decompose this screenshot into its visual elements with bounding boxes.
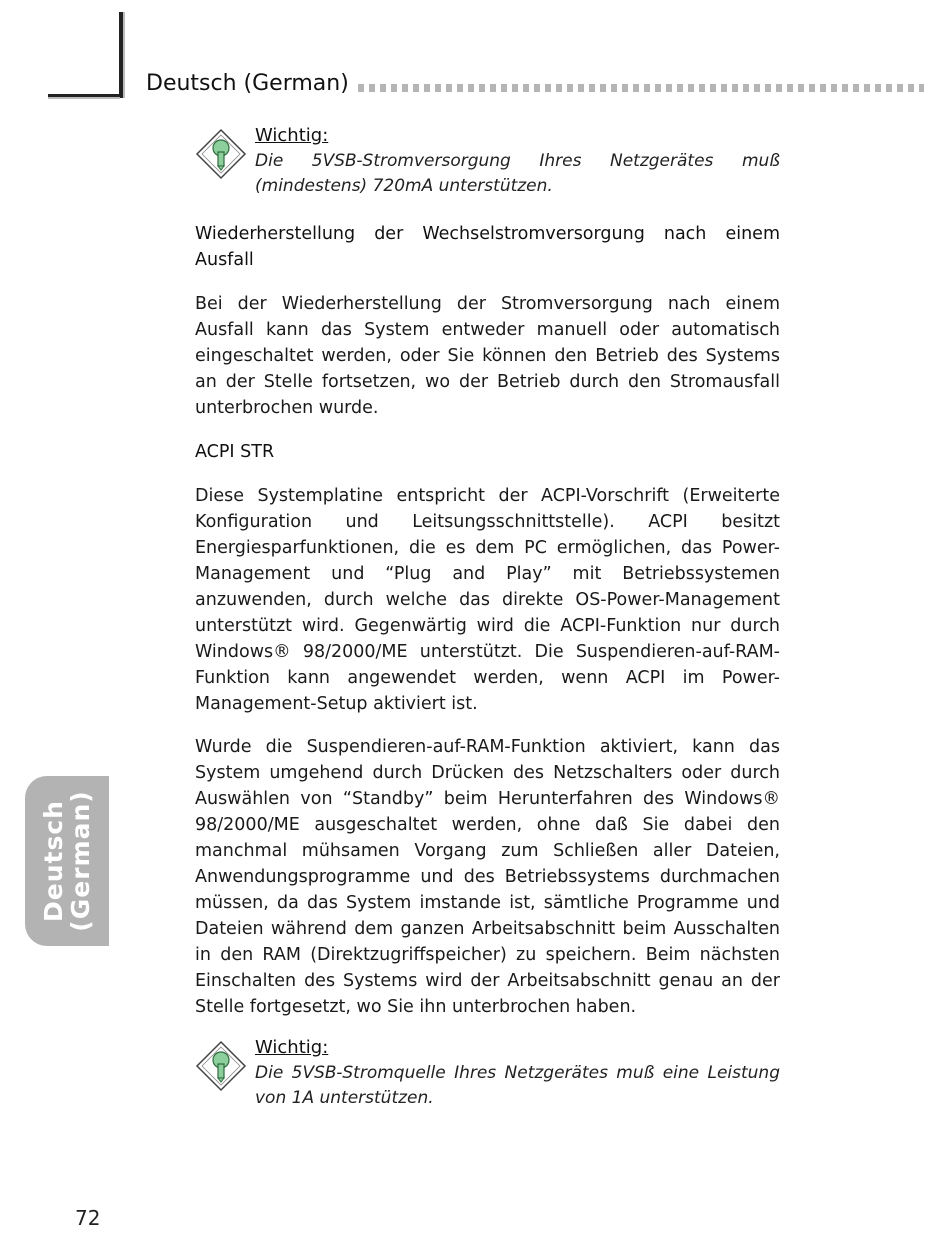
language-side-tab	[25, 776, 109, 946]
section-heading-acpi-str: ACPI STR	[195, 442, 275, 462]
note-title: Wichtig:	[255, 125, 329, 146]
key-hole-diamond-icon	[195, 1040, 247, 1092]
paragraph-acpi-2: Wurde die Suspendieren-auf-RAM-Funktion aktiviert, kann das System umgehend durch Drücken des Netzschalters oder durch Auswählen von “Standby” beim Herunterfahren des Windows® 98/2000/ME ausgeschaltet werden, ohne daß Sie dabei den manchmal mühsamen Vorgang zum Schließen aller Dateien, Anwendungsprogramme und des Betriebssystems durchmachen müssen, da das System imstande ist, sämtliche Programme und Dateien während dem ganzen Arbeitsabschnitt beim Ausschalten in den RAM (Direktzugriffspeicher) zu speichern. Beim nächsten Einschalten des Systems wird der Arbeitsabschnitt genau an der Stelle fortgesetzt, wo Sie ihn unterbrochen haben.	[195, 737, 780, 1017]
key-hole-diamond-icon	[195, 128, 247, 180]
header-title: Deutsch (German)	[146, 71, 349, 96]
side-tab-line-1: Deutsch	[39, 800, 68, 922]
side-tab-line-2: (German)	[66, 790, 95, 932]
paragraph-power-recovery: Bei der Wiederherstellung der Stromversorgung nach einem Ausfall kann das System entweder manuell oder automatisch eingeschaltet werden, oder Sie können den Betrieb des Systems an der Stelle fortsetzen, wo der Betrieb durch den Stromausfall unterbrochen wurde.	[195, 294, 780, 418]
corner-crop-mark-horizontal	[48, 94, 120, 97]
important-note-2	[195, 1036, 785, 1116]
header-dotted-rule	[358, 84, 924, 92]
note-title: Wichtig:	[255, 1037, 329, 1058]
note-body: Die 5VSB-Stromversorgung Ihres Netzgerätes muß (mindestens) 720mA unterstützen.	[255, 151, 780, 196]
page-header	[146, 70, 786, 100]
note-body: Die 5VSB-Stromquelle Ihres Netzgerätes muß eine Leistung von 1A unterstützen.	[255, 1063, 780, 1108]
paragraph-acpi-1: Diese Systemplatine entspricht der ACPI-Vorschrift (Erweiterte Konfiguration und Leitsungsschnittstelle). ACPI besitzt Energiesparfunktionen, die es dem PC ermöglichen, das Power-Management und “Plug and Play” mit Betriebssystemen anzuwenden, durch welche das direkte OS-Power-Management unterstützt wird. Gegenwärtig wird die ACPI-Funktion nur durch Windows® 98/2000/ME unterstützt. Die Suspendieren-auf-RAM-Funktion kann angewendet werden, wenn ACPI im Power-Management-Setup aktiviert ist.	[195, 486, 780, 714]
page-number: 72	[75, 1206, 101, 1230]
side-tab-label	[40, 776, 94, 946]
corner-crop-mark-vertical	[119, 12, 123, 98]
section-heading-power-recovery: Wiederherstellung der Wechselstromversorgung nach einem Ausfall	[195, 224, 780, 270]
important-note-1	[195, 124, 785, 204]
